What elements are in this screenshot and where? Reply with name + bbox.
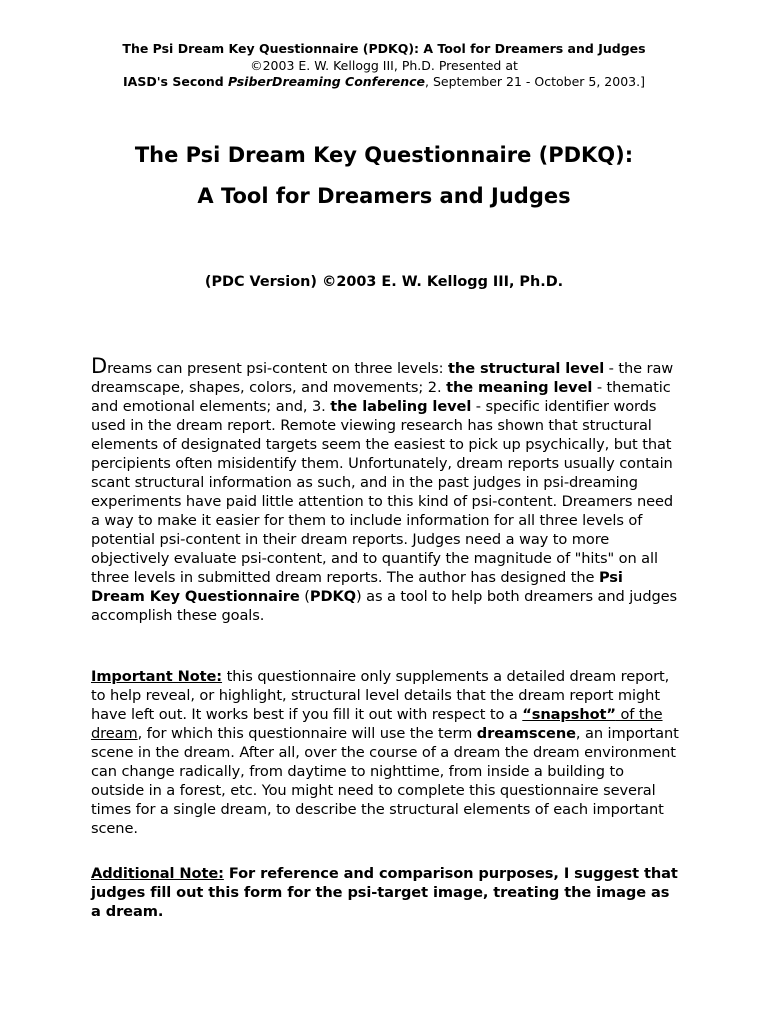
additional-note-text: For reference and comparison purposes, I suggest that judges fill out this form for the psi-target image, treating the image as a dream. xyxy=(91,865,678,920)
drop-cap: D xyxy=(91,354,108,378)
text-run: , an important scene in the dream. After all, over the course of a dream the dream environment can change radically, from daytime to nighttime, from inside a building to outside in a forest, etc. You might need to complete this questionnaire several times for a single dream, to describe the structural elements of each important scene. xyxy=(91,725,679,837)
important-note-paragraph xyxy=(91,667,681,838)
intro-paragraph xyxy=(91,354,681,625)
version-line: (PDC Version) ©2003 E. W. Kellogg III, Ph.D. xyxy=(204,274,564,290)
header-line-3 xyxy=(0,74,768,91)
bold-pdkq-name: Psi Dream Key Questionnaire xyxy=(91,569,623,605)
additional-note-paragraph xyxy=(91,864,681,921)
text-run: this questionnaire only supplements a detailed dream report, to help reveal, or highlight, structural level details that the dream report might have left out. It works best if you fill it out with respect to a xyxy=(91,668,670,723)
header-line-2: ©2003 E. W. Kellogg III, Ph.D. Presented at xyxy=(250,57,518,73)
conference-name: PsiberDreaming Conference xyxy=(228,74,426,89)
important-note-label: Important Note: xyxy=(91,668,223,685)
header-line-3-prefix: IASD's Second xyxy=(123,74,229,89)
bold-labeling-level: the labeling level xyxy=(330,398,472,415)
text-run: - thematic and emotional elements; and, 3. xyxy=(91,379,671,415)
text-run: - the raw dreamscape, shapes, colors, and movements; 2. xyxy=(91,360,674,396)
snapshot-term: “snapshot” xyxy=(522,706,616,723)
page-header xyxy=(0,41,768,91)
of-the-dream-text: of the dream xyxy=(91,706,663,742)
text-run: reams can present psi-content on three levels: xyxy=(107,360,449,377)
text-run: ( xyxy=(299,588,310,605)
document-title-line-1: The Psi Dream Key Questionnaire (PDKQ): xyxy=(134,143,634,167)
text-run: - specific identifier words used in the dream report. Remote viewing research has shown that structural elements of designated targets seem the easiest to pick up psychically, but that percipients often misidentify them. Unfortunately, dream reports usually contain scant structural information as such, and in the past judges in psi-dreaming experiments have paid little attention to this kind of psi-content. Dreamers need a way to make it easier for them to include information for all three levels of potential psi-content in their dream reports. Judges need a way to more objectively evaluate psi-content, and to quantify the magnitude of "hits" on all three levels in submitted dream reports. The author has designed the xyxy=(91,398,674,586)
document-title-line-2: A Tool for Dreamers and Judges xyxy=(197,184,571,208)
header-line-1: The Psi Dream Key Questionnaire (PDKQ): A Tool for Dreamers and Judges xyxy=(122,41,646,56)
text-run: , for which this questionnaire will use the term xyxy=(137,725,477,742)
bold-pdkq-abbrev: PDKQ xyxy=(309,588,356,605)
header-line-3-suffix: , September 21 - October 5, 2003.] xyxy=(425,74,645,89)
dreamscene-term: dreamscene xyxy=(476,725,576,742)
additional-note-label: Additional Note: xyxy=(91,865,224,882)
bold-meaning-level: the meaning level xyxy=(446,379,593,396)
text-run: ) as a tool to help both dreamers and judges accomplish these goals. xyxy=(91,588,678,624)
bold-structural-level: the structural level xyxy=(448,360,605,377)
